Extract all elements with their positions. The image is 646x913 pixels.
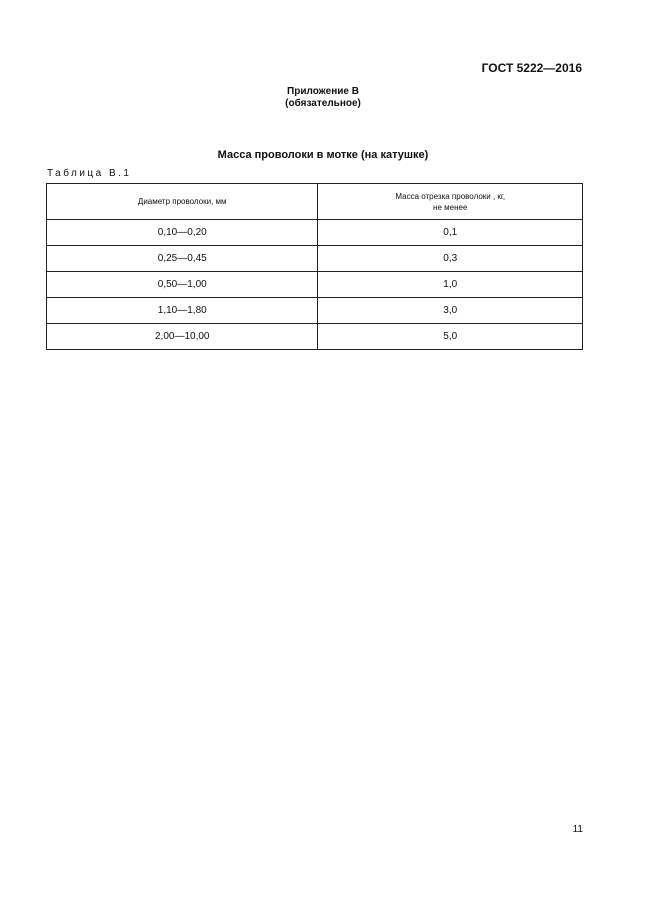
wire-mass-table [46, 183, 583, 350]
cell-mass: 5,0 [318, 324, 583, 350]
appendix-heading [0, 86, 646, 110]
table-row [47, 272, 583, 298]
cell-diameter: 0,25—0,45 [47, 246, 318, 272]
appendix-title: Приложение В [287, 86, 359, 97]
cell-mass: 0,1 [318, 220, 583, 246]
cell-diameter: 0,50—1,00 [47, 272, 318, 298]
header-mass [318, 184, 583, 220]
table-row [47, 220, 583, 246]
header-diameter: Диаметр проволоки, мм [47, 184, 318, 220]
page-number: 11 [572, 824, 583, 835]
table-row [47, 298, 583, 324]
cell-mass: 3,0 [318, 298, 583, 324]
appendix-status: (обязательное) [285, 98, 361, 109]
table-label: Таблица В.1 [47, 168, 132, 179]
header-mass-line2: не менее [433, 202, 468, 212]
cell-diameter: 1,10—1,80 [47, 298, 318, 324]
document-code: ГОСТ 5222—2016 [481, 61, 582, 75]
table-row [47, 246, 583, 272]
cell-mass: 0,3 [318, 246, 583, 272]
cell-diameter: 0,10—0,20 [47, 220, 318, 246]
cell-diameter: 2,00—10,00 [47, 324, 318, 350]
table-title: Масса проволоки в мотке (на катушке) [217, 149, 429, 161]
header-mass-line1: Масса отрезка проволоки , кг, [395, 191, 506, 201]
table-row [47, 324, 583, 350]
table-header-row [47, 184, 583, 220]
cell-mass: 1,0 [318, 272, 583, 298]
